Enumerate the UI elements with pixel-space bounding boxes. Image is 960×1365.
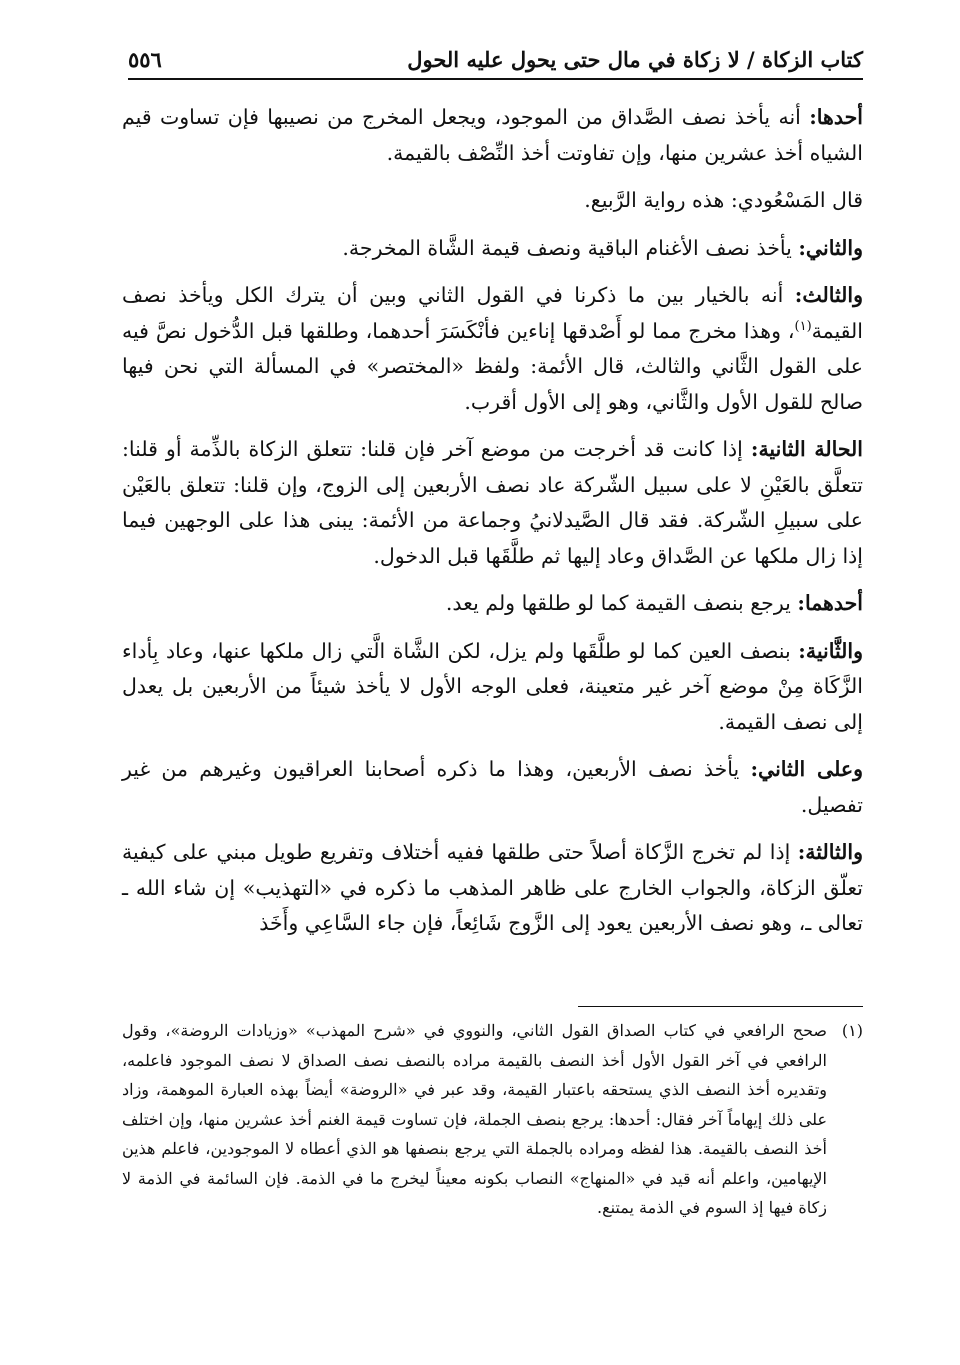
paragraph	[122, 835, 863, 942]
paragraph-lead: أحدها:	[809, 105, 863, 129]
paragraph-text: ، وهذا مخرج مما لو أَصْدقها إناءين فأنْكَسَرَ أحدهما، وطلقها قبل الدُّخول نصَّ فيه على القول الثَّاني والثالث، قال الأئمة: ولفظ «المختصر» في المسألة التي نحن فيها صالح للقول الأول والثَّاني، وهو إلى الأول أقرب.	[122, 318, 863, 414]
paragraph	[122, 586, 863, 622]
footnote	[122, 1016, 863, 1223]
paragraph	[122, 231, 863, 267]
paragraph-text: إذا لم تخرج الزَّكاة أصلاً حتى طلقها ففيه أختلاف وتفريع طويل مبني على كيفية تعلّق الزكاة، والجواب الخارج على ظاهر المذهب ما ذكره في «التهذيب» إن شاء الله ـ تعالى ـ، وهو نصف الأربعين يعود إلى الزَّوج شَائِعاً، فإن جاء السَّاعِي وأَخَذ	[122, 840, 863, 935]
paragraph-lead: الحالة الثانية:	[750, 437, 863, 461]
paragraph-text: قال المَسْعُودي: هذه رواية الرَّبيع.	[584, 188, 863, 212]
main-text	[122, 100, 863, 954]
paragraph-text: إذا كانت قد أخرجت من موضع آخر فإن قلنا: تتعلق الزكاة بالذِّمة أو قلنا: تتعلَّق بالعَيْنِ لا على سبيل الشّركة عاد نصف الأربعين إلى الزوج، وإن قلنا: تتعلق بالعَيْن على سبيلِ الشّركة. فقد قال الصَّيدلانيُ وجماعة من الأئمة: يبنى هذا على الوجهين فيما إذا زال ملكها عن الصَّداق وعاد إليها ثم طلَّقَها قبل الدخول.	[122, 437, 863, 568]
paragraph-lead: والثاني:	[798, 235, 863, 260]
footnote-number: (١)	[841, 1021, 863, 1040]
paragraph-lead: والثالثة:	[797, 840, 863, 864]
running-title: كتاب الزكاة / لا زكاة في مال حتى يحول عليه الحول	[407, 47, 863, 72]
paragraph-text: أنه يأخذ نصف الصَّداق من الموجود، ويجعل المخرج من نصيبها فإن تساوت قيم الشياه أخذ عشرين منها، وإن تفاوتت أخذ النِّصْف بالقيمة.	[122, 105, 863, 165]
footnote-separator	[578, 1006, 863, 1007]
paragraph-text: بنصف العين كما لو طلَّقَها ولم يزل، لكن الشَّاة الَّتي زال ملكها عنها، وعاد بِأداء الزَّكَاة مِنْ موضع آخر غير متعينة، فعلى الوجه الأول لا يأخذ شيئاً من الأربعين بل يعدل إلى نصف القيمة.	[122, 638, 863, 734]
footnote-reference[interactable]: (١)	[794, 318, 812, 334]
paragraph-lead: وعلى الثاني:	[750, 757, 863, 781]
paragraph	[122, 183, 863, 219]
paragraph-text: يأخذ نصف الأربعين، وهذا ما ذكره أصحابنا العراقيون وغيرهم من غير تفصيل.	[122, 757, 863, 817]
page-header	[128, 38, 863, 80]
paragraph-lead: أحدهما:	[797, 591, 863, 615]
paragraph	[122, 278, 863, 420]
paragraph-text: أنه بالخيار بين ما ذكرنا في القول الثاني وبين أن يترك الكل ويأخذ نصف القيمة	[122, 283, 863, 343]
paragraph-text: يأخذ نصف الأغنام الباقية ونصف قيمة الشَّاة المخرجة.	[342, 235, 799, 260]
footnotes	[122, 1016, 863, 1223]
paragraph-lead: والثَّانية:	[798, 638, 863, 663]
paragraph-text: يرجع بنصف القيمة كما لو طلقها ولم يعد.	[445, 591, 798, 615]
paragraph	[122, 100, 863, 171]
paragraph	[122, 752, 863, 823]
paragraph-lead: والثالث:	[794, 283, 863, 307]
footnote-text: صحح الرافعي في كتاب الصداق القول الثاني، والنووي في «شرح المهذب» «وزيادات الروضة»، وقول الرافعي في آخر القول الأول أخذ النصف بالقيمة مراده بالنصف نصف الصداق لا نصف الموجود فاعلمه، وتقديره أخذ النصف الذي يستحقه باعتبار القيمة، وقد عبر في «الروضة» أيضاً بهذه العبارة الموهمة، وزاد على ذلك إيهاماً آخر فقال: أحدها: يرجع بنصف الجملة، فإن تساوت قيمة الغنم أخذ عشرين منها، وإن اختلف أخذ النصف بالقيمة. هذا لفظه ومراده بالجملة التي يرجع بنصفها هو الذي أعطاه لا الموجودين، فاعلم هذين الإيهامين، واعلم أنه قيد في «المنهاج» النصاب بكونه معيناً ليخرج ما في الذمة. فإن السائمة في الذمة لا زكاة فيها إذ السوم في الذمة يمتنع.	[122, 1021, 828, 1217]
paragraph	[122, 634, 863, 741]
page-number: ٥٥٦	[128, 47, 162, 72]
paragraph	[122, 432, 863, 574]
